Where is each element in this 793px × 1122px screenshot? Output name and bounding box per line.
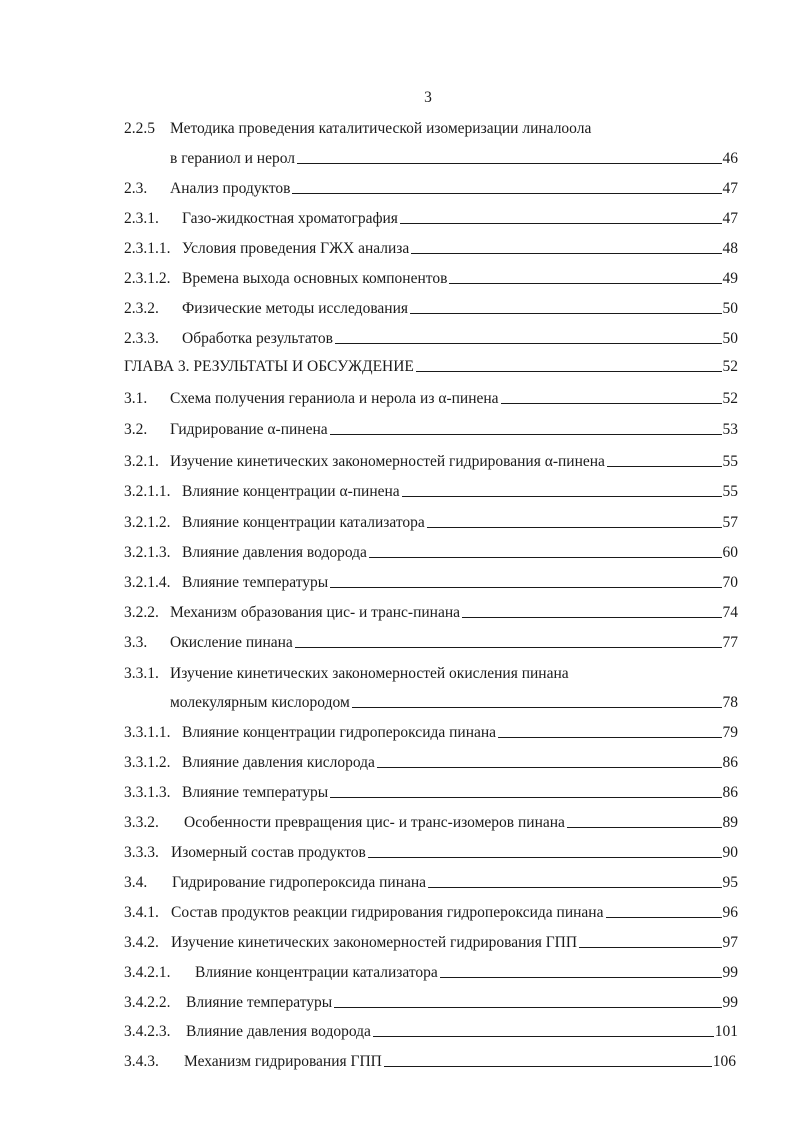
toc-entry-page: 50 xyxy=(722,300,738,317)
toc-entry-title: Влияние концентрации гидропероксида пинана xyxy=(182,724,497,741)
toc-leader-line xyxy=(330,797,721,798)
toc-entry-page: 95 xyxy=(722,874,738,891)
toc-entry xyxy=(124,542,738,562)
toc-leader-line xyxy=(462,617,721,618)
toc-entry xyxy=(124,902,738,922)
toc-entry-title: Состав продуктов реакции гидрирования гидропероксида пинана xyxy=(171,904,604,921)
toc-entry xyxy=(124,752,738,772)
toc-entry-page: 90 xyxy=(722,844,738,861)
toc-entry-title: Газо-жидкостная хроматография xyxy=(182,210,398,227)
toc-leader-line xyxy=(449,283,721,284)
toc-entry-number: 3.3. xyxy=(124,634,148,651)
toc-entry-page: 48 xyxy=(722,240,738,257)
toc-leader-line xyxy=(501,403,722,404)
toc-entry-number: 3.3.2. xyxy=(124,814,159,831)
toc-entry xyxy=(124,268,738,288)
toc-entry xyxy=(124,663,738,683)
toc-leader-line xyxy=(440,977,722,978)
toc-entry-number: 3.2.1. xyxy=(124,453,159,470)
toc-entry-title: Механизм гидрирования ГПП xyxy=(184,1053,382,1070)
toc-entry-title: Влияние температуры xyxy=(186,994,333,1011)
toc-entry xyxy=(124,572,738,592)
toc-entry-number: 2.2.5 xyxy=(124,120,155,137)
toc-leader-line xyxy=(330,434,722,435)
toc-entry xyxy=(124,238,738,258)
toc-leader-line xyxy=(579,947,721,948)
toc-entry-page: 74 xyxy=(722,604,738,621)
toc-entry-page: 86 xyxy=(722,784,738,801)
toc-entry-title: Окисление пинана xyxy=(170,634,293,651)
toc-entry-page: 99 xyxy=(722,964,738,981)
toc-entry-page: 77 xyxy=(722,634,738,651)
toc-leader-line xyxy=(335,343,722,344)
toc-leader-line xyxy=(411,253,721,254)
toc-entry xyxy=(124,1051,736,1071)
toc-entry-number: 3.1. xyxy=(124,390,148,407)
toc-leader-line xyxy=(567,827,722,828)
toc-entry-title: Методика проведения каталитической изомеризации линалоола xyxy=(170,120,592,137)
toc-entry-title: молекулярным кислородом xyxy=(170,694,350,711)
toc-entry-page: 57 xyxy=(722,514,738,531)
toc-leader-line xyxy=(297,163,722,164)
toc-entry-title: Изучение кинетических закономерностей гидрирования ГПП xyxy=(171,934,578,951)
toc-entry-number: 2.3.2. xyxy=(124,300,159,317)
toc-entry-page: 86 xyxy=(722,754,738,771)
toc-entry-title: Влияние температуры xyxy=(182,784,329,801)
toc-leader-line xyxy=(607,466,722,467)
toc-entry-number: 3.3.1.1. xyxy=(124,724,171,741)
toc-entry-page: 49 xyxy=(722,270,738,287)
toc-entry-number: 2.3. xyxy=(124,180,148,197)
toc-entry-number: 3.4.1. xyxy=(124,904,159,921)
toc-entry-page: 101 xyxy=(714,1023,738,1040)
toc-entry-title: Изучение кинетических закономерностей гидрирования α-пинена xyxy=(170,453,605,470)
toc-entry xyxy=(124,872,738,892)
toc-entry xyxy=(124,1021,738,1041)
page-number: 3 xyxy=(424,89,432,106)
toc-entry-page: 53 xyxy=(722,421,738,438)
toc-entry-title: в гераниол и нерол xyxy=(170,150,295,167)
toc-entry-number: 2.3.3. xyxy=(124,330,159,347)
toc-entry xyxy=(124,632,738,652)
toc-entry xyxy=(124,992,738,1012)
toc-entry-number: 3.4.2. xyxy=(124,934,159,951)
toc-entry xyxy=(124,962,738,982)
toc-entry-number: 2.3.1.1. xyxy=(124,240,171,257)
toc-entry-page: 89 xyxy=(722,814,738,831)
toc-entry xyxy=(124,812,738,832)
toc-leader-line xyxy=(402,496,722,497)
toc-entry-number: 2.3.1.2. xyxy=(124,270,171,287)
toc-entry-page: 52 xyxy=(722,390,738,407)
toc-entry-number: 3.2.2. xyxy=(124,604,159,621)
toc-entry-page: 96 xyxy=(722,904,738,921)
toc-entry-number: 3.2.1.2. xyxy=(124,514,171,531)
toc-entry xyxy=(124,328,738,348)
toc-leader-line xyxy=(295,647,722,648)
toc-entry-number: 3.3.1.2. xyxy=(124,754,171,771)
toc-entry xyxy=(124,722,738,742)
toc-entry-page: 70 xyxy=(722,574,738,591)
toc-leader-line xyxy=(330,587,721,588)
toc-entry-number: 3.2.1.3. xyxy=(124,544,171,561)
toc-leader-line xyxy=(334,1007,721,1008)
toc-leader-line xyxy=(384,1066,712,1067)
toc-entry-number: 3.4.2.3. xyxy=(124,1023,171,1040)
toc-entry-number: 2.3.1. xyxy=(124,210,159,227)
toc-entry-page: 46 xyxy=(722,150,738,167)
toc-entry-title: Влияние концентрации катализатора xyxy=(182,514,425,531)
toc-entry-title: Влияние давления кислорода xyxy=(182,754,375,771)
toc-entry-page: 97 xyxy=(722,934,738,951)
toc-entry-page: 55 xyxy=(722,483,738,500)
toc-entry-page: 47 xyxy=(722,210,738,227)
toc-entry-title: Гидрирование α-пинена xyxy=(170,421,328,438)
toc-entry-number: 3.2. xyxy=(124,421,148,438)
toc-entry-title: Схема получения гераниола и нерола из α-пинена xyxy=(170,390,499,407)
toc-entry-title: Влияние температуры xyxy=(182,574,329,591)
toc-leader-line xyxy=(369,557,722,558)
toc-entry xyxy=(170,148,738,168)
toc-entry-title: Времена выхода основных компонентов xyxy=(182,270,448,287)
toc-entry-title: Гидрирование гидропероксида пинана xyxy=(172,874,427,891)
toc-entry-title: Особенности превращения цис- и транс-изомеров пинана xyxy=(184,814,565,831)
toc-entry-number: 3.3.1.3. xyxy=(124,784,171,801)
toc-entry xyxy=(170,692,738,712)
toc-entry-page: 106 xyxy=(712,1053,736,1070)
toc-entry-number: 3.2.1.1. xyxy=(124,483,171,500)
toc-entry-number: 3.3.1. xyxy=(124,665,159,682)
toc-entry-title: Влияние концентрации катализатора xyxy=(195,964,438,981)
toc-entry xyxy=(124,932,738,952)
toc-entry xyxy=(124,451,738,471)
toc-entry xyxy=(124,512,738,532)
toc-entry-number: 3.4.3. xyxy=(124,1053,159,1070)
toc-entry xyxy=(124,481,738,501)
toc-entry-title: ГЛАВА 3. РЕЗУЛЬТАТЫ И ОБСУЖДЕНИЕ xyxy=(124,358,414,375)
toc-leader-line xyxy=(606,917,722,918)
toc-entry xyxy=(124,118,738,138)
toc-leader-line xyxy=(428,887,721,888)
toc-entry-number: 3.2.1.4. xyxy=(124,574,171,591)
toc-entry-title: Условия проведения ГЖХ анализа xyxy=(182,240,410,257)
toc-entry-number: 3.4.2.1. xyxy=(124,964,171,981)
toc-entry-page: 50 xyxy=(722,330,738,347)
toc-leader-line xyxy=(400,223,722,224)
toc-leader-line xyxy=(352,707,722,708)
toc-entry-number: 3.4.2.2. xyxy=(124,994,171,1011)
toc-entry xyxy=(124,782,738,802)
toc-leader-line xyxy=(427,527,722,528)
toc-entry-title: Влияние давления водорода xyxy=(186,1023,371,1040)
toc-entry-page: 55 xyxy=(722,453,738,470)
toc-entry-title: Изомерный состав продуктов xyxy=(171,844,366,861)
toc-entry-title: Физические методы исследования xyxy=(182,300,409,317)
toc-leader-line xyxy=(373,1036,714,1037)
toc-entry-number: 3.3.3. xyxy=(124,844,159,861)
toc-chapter-heading xyxy=(124,356,738,376)
toc-entry-page: 52 xyxy=(722,358,738,375)
toc-entry xyxy=(124,208,738,228)
toc-leader-line xyxy=(368,857,722,858)
toc-entry-page: 47 xyxy=(722,180,738,197)
toc-leader-line xyxy=(377,767,722,768)
toc-entry xyxy=(124,388,738,408)
toc-entry xyxy=(124,419,738,439)
toc-entry-title: Обработка результатов xyxy=(182,330,333,347)
toc-entry-title: Механизм образования цис- и транс-пинана xyxy=(170,604,461,621)
toc-entry xyxy=(124,298,738,318)
toc-entry-title: Анализ продуктов xyxy=(170,180,291,197)
toc-leader-line xyxy=(410,313,721,314)
toc-entry-title: Влияние давления водорода xyxy=(182,544,367,561)
toc-entry xyxy=(124,842,738,862)
toc-entry-page: 78 xyxy=(722,694,738,711)
toc-entry-page: 79 xyxy=(722,724,738,741)
toc-leader-line xyxy=(416,371,722,372)
toc-entry-number: 3.4. xyxy=(124,874,148,891)
toc-entry-page: 60 xyxy=(722,544,738,561)
toc-leader-line xyxy=(292,193,721,194)
toc-leader-line xyxy=(498,737,721,738)
toc-entry-title: Влияние концентрации α-пинена xyxy=(182,483,400,500)
toc-entry-title: Изучение кинетических закономерностей окисления пинана xyxy=(170,665,569,682)
toc-entry xyxy=(124,602,738,622)
toc-entry-page: 99 xyxy=(722,994,738,1011)
toc-entry xyxy=(124,178,738,198)
